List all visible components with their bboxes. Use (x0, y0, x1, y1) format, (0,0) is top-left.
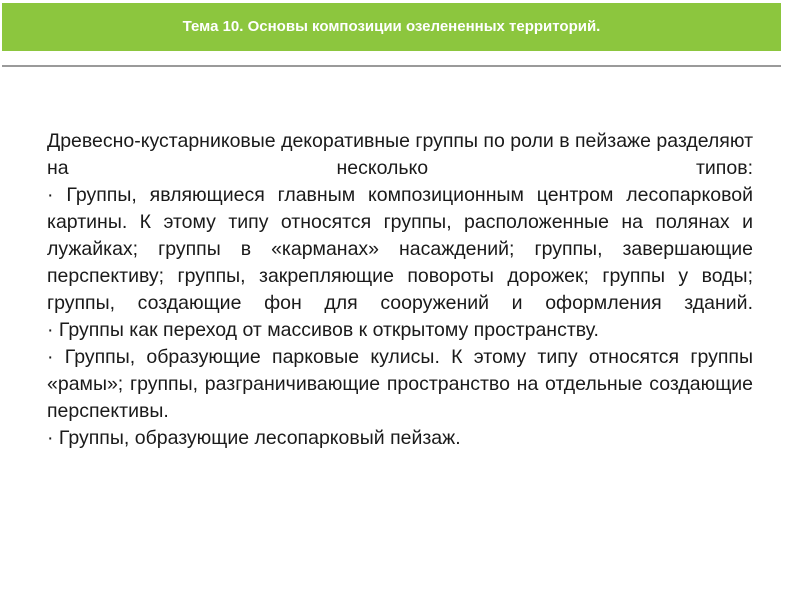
slide-body (47, 128, 753, 452)
bullet-item-3: · Группы, образующие парковые кулисы. К этому типу относятся группы «рамы»; группы, разграничивающие пространство на отдельные создающие перспективы. (47, 346, 753, 422)
intro-paragraph: Древесно-кустарниковые декоративные группы по роли в пейзаже разделяют на несколько типов: (47, 130, 753, 179)
bullet-item-2: · Группы как переход от массивов к открытому пространству. (47, 319, 599, 341)
slide-title: Тема 10. Основы композиции озелененных территорий. (2, 3, 781, 51)
bullet-item-4: · Группы, образующие лесопарковый пейзаж. (47, 427, 461, 449)
bullet-item-1: · Группы, являющиеся главным композиционным центром лесопарковой картины. К этому типу относятся группы, расположенные на полянах и лужайках; группы в «карманах» насаждений; группы, завершающие перспективу; группы, закрепляющие повороты дорожек; группы у воды; группы, создающие фон для сооружений и оформления зданий. (47, 184, 753, 314)
title-divider (2, 65, 781, 67)
